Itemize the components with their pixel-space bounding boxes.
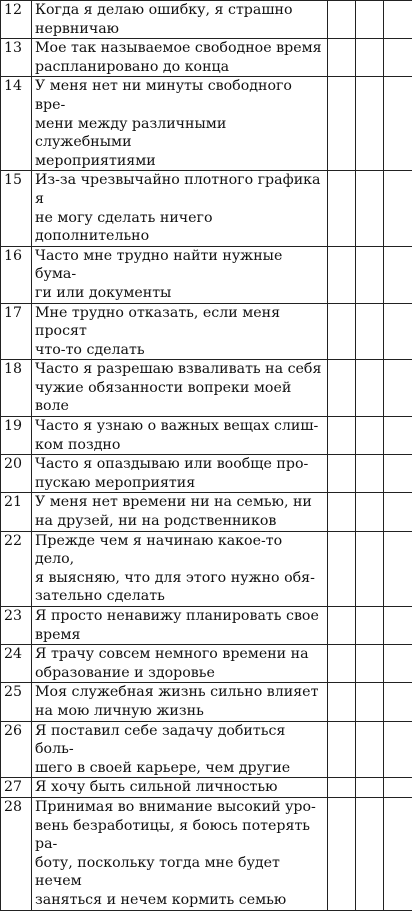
question-text-line: время	[35, 626, 324, 645]
answer-cell-1[interactable]	[328, 77, 356, 171]
question-row	[1, 721, 412, 778]
answer-cell-1[interactable]	[328, 455, 356, 493]
answer-cell-3[interactable]	[384, 39, 412, 77]
question-number: 15	[1, 171, 32, 246]
answer-cell-2[interactable]	[356, 645, 384, 683]
question-row	[1, 171, 412, 246]
question-text	[32, 303, 328, 360]
answer-cell-2[interactable]	[356, 531, 384, 606]
question-text-line: чужие обязанности вопреки моей воле	[35, 379, 324, 416]
question-text-line: Я поставил себе задачу добиться боль-	[35, 722, 324, 759]
question-text-line: боту, поскольку тогда мне будет нечем	[35, 854, 324, 891]
answer-cell-2[interactable]	[356, 797, 384, 910]
question-text-line: Часто мне трудно найти нужные бума-	[35, 247, 324, 284]
question-number: 22	[1, 531, 32, 606]
question-text-line: вень безработицы, я боюсь потерять ра-	[35, 817, 324, 854]
answer-cell-1[interactable]	[328, 607, 356, 645]
answer-cell-1[interactable]	[328, 645, 356, 683]
question-text-line: Я просто ненавижу планировать свое	[35, 607, 324, 626]
question-text-line: Мое так называемое свободное время	[35, 39, 324, 58]
question-text	[32, 493, 328, 531]
answer-cell-3[interactable]	[384, 721, 412, 778]
question-number: 14	[1, 77, 32, 171]
question-text-line: пускаю мероприятия	[35, 474, 324, 493]
answer-cell-2[interactable]	[356, 39, 384, 77]
question-text-line: Принимая во внимание высокий уро-	[35, 798, 324, 817]
answer-cell-1[interactable]	[328, 360, 356, 417]
question-text	[32, 455, 328, 493]
question-text-line: Когда я делаю ошибку, я страшно	[35, 1, 324, 20]
answer-cell-3[interactable]	[384, 607, 412, 645]
answer-cell-1[interactable]	[328, 531, 356, 606]
answer-cell-2[interactable]	[356, 1, 384, 39]
answer-cell-2[interactable]	[356, 360, 384, 417]
answer-cell-1[interactable]	[328, 171, 356, 246]
question-text	[32, 417, 328, 455]
question-text	[32, 77, 328, 171]
question-number: 28	[1, 797, 32, 910]
question-text-line: ком поздно	[35, 436, 324, 455]
question-text	[32, 1, 328, 39]
question-text-line: Часто я опаздываю или вообще про-	[35, 455, 324, 474]
answer-cell-3[interactable]	[384, 303, 412, 360]
answer-cell-1[interactable]	[328, 493, 356, 531]
question-text-line: У меня нет времени ни на семью, ни	[35, 493, 324, 512]
question-row	[1, 493, 412, 531]
question-text	[32, 39, 328, 77]
question-text-line: распланировано до конца	[35, 58, 324, 77]
question-text-line: Часто я разрешаю взваливать на себя	[35, 360, 324, 379]
answer-cell-1[interactable]	[328, 797, 356, 910]
question-text-line: на мою личную жизнь	[35, 702, 324, 721]
answer-cell-2[interactable]	[356, 303, 384, 360]
answer-cell-3[interactable]	[384, 360, 412, 417]
question-text	[32, 171, 328, 246]
question-number: 23	[1, 607, 32, 645]
question-number: 18	[1, 360, 32, 417]
question-text-line: Часто я узнаю о важных вещах слиш-	[35, 417, 324, 436]
answer-cell-3[interactable]	[384, 797, 412, 910]
answer-cell-1[interactable]	[328, 39, 356, 77]
answer-cell-2[interactable]	[356, 455, 384, 493]
question-text-line: на друзей, ни на родственников	[35, 512, 324, 531]
question-row	[1, 303, 412, 360]
question-row	[1, 246, 412, 303]
question-text-line: Прежде чем я начинаю какое-то дело,	[35, 532, 324, 569]
question-row	[1, 778, 412, 798]
answer-cell-2[interactable]	[356, 721, 384, 778]
question-row	[1, 797, 412, 910]
answer-cell-2[interactable]	[356, 607, 384, 645]
question-text-line: заняться и нечем кормить семью	[35, 891, 324, 910]
answer-cell-3[interactable]	[384, 645, 412, 683]
question-text-line: шего в своей карьере, чем другие	[35, 759, 324, 778]
answer-cell-3[interactable]	[384, 246, 412, 303]
question-text-line: У меня нет ни минуты свободного вре-	[35, 77, 324, 114]
question-row	[1, 455, 412, 493]
answer-cell-3[interactable]	[384, 1, 412, 39]
question-number: 17	[1, 303, 32, 360]
answer-cell-3[interactable]	[384, 531, 412, 606]
question-text-line: я выясняю, что для этого нужно обя-	[35, 569, 324, 588]
question-number: 19	[1, 417, 32, 455]
answer-cell-3[interactable]	[384, 171, 412, 246]
answer-cell-2[interactable]	[356, 417, 384, 455]
question-row	[1, 39, 412, 77]
question-text	[32, 246, 328, 303]
question-text-line: нервничаю	[35, 20, 324, 39]
answer-cell-1[interactable]	[328, 246, 356, 303]
question-number: 26	[1, 721, 32, 778]
answer-cell-3[interactable]	[384, 77, 412, 171]
question-text-line: Из-за чрезвычайно плотного графика я	[35, 171, 324, 208]
answer-cell-2[interactable]	[356, 171, 384, 246]
question-text-line: не могу сделать ничего дополнительно	[35, 209, 324, 246]
question-text	[32, 778, 328, 798]
question-text-line: что-то сделать	[35, 341, 324, 360]
question-number: 13	[1, 39, 32, 77]
answer-cell-2[interactable]	[356, 77, 384, 171]
answer-cell-2[interactable]	[356, 778, 384, 798]
question-number: 27	[1, 778, 32, 798]
question-text-line: зательно сделать	[35, 587, 324, 606]
question-text-line: мени между различными служебными	[35, 115, 324, 152]
question-text	[32, 645, 328, 683]
question-row	[1, 360, 412, 417]
answer-cell-1[interactable]	[328, 417, 356, 455]
question-text	[32, 797, 328, 910]
question-number: 24	[1, 645, 32, 683]
question-number: 12	[1, 1, 32, 39]
question-text	[32, 360, 328, 417]
answer-cell-3[interactable]	[384, 455, 412, 493]
question-text-line: Моя служебная жизнь сильно влияет	[35, 683, 324, 702]
question-number: 25	[1, 683, 32, 721]
answer-cell-1[interactable]	[328, 778, 356, 798]
question-text	[32, 531, 328, 606]
question-text	[32, 607, 328, 645]
question-number: 21	[1, 493, 32, 531]
question-row	[1, 531, 412, 606]
question-text-line: Я трачу совсем немного времени на	[35, 645, 324, 664]
answer-cell-1[interactable]	[328, 303, 356, 360]
question-text-line: мероприятиями	[35, 152, 324, 171]
question-number: 20	[1, 455, 32, 493]
answer-cell-3[interactable]	[384, 778, 412, 798]
question-text-line: образование и здоровье	[35, 664, 324, 683]
question-row	[1, 417, 412, 455]
questionnaire-rows	[1, 1, 412, 911]
answer-cell-1[interactable]	[328, 721, 356, 778]
answer-cell-1[interactable]	[328, 1, 356, 39]
answer-cell-2[interactable]	[356, 493, 384, 531]
question-row	[1, 1, 412, 39]
answer-cell-3[interactable]	[384, 493, 412, 531]
answer-cell-3[interactable]	[384, 417, 412, 455]
question-text-line: Мне трудно отказать, если меня просят	[35, 304, 324, 341]
question-row	[1, 645, 412, 683]
answer-cell-2[interactable]	[356, 246, 384, 303]
question-row	[1, 607, 412, 645]
question-text	[32, 721, 328, 778]
question-text-line: ги или документы	[35, 284, 324, 303]
question-number: 16	[1, 246, 32, 303]
question-text-line: Я хочу быть сильной личностью	[35, 778, 324, 797]
question-row	[1, 77, 412, 171]
